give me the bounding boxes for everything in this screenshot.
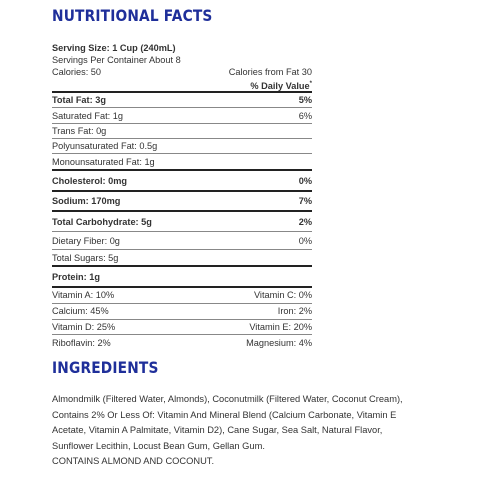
allergen-statement: CONTAINS ALMOND AND COCONUT.	[52, 456, 215, 466]
nutrient-row	[52, 249, 312, 265]
calories-from-fat: Calories from Fat 30	[228, 67, 312, 77]
nutrient-label: Trans Fat: 0g	[52, 126, 107, 136]
calories: Calories: 50	[52, 67, 102, 77]
ingredients-block	[52, 392, 420, 470]
nutrient-label: Sodium: 170mg	[52, 196, 121, 206]
daily-value-label: % Daily Value	[250, 81, 310, 92]
vitamin-right: Vitamin C: 0%	[253, 290, 312, 301]
nutrient-label: Cholesterol: 0mg	[52, 175, 128, 186]
nutrient-daily-value: 0%	[298, 235, 312, 246]
nutrient-row	[52, 107, 312, 123]
nutrient-label: Total Fat: 3g	[52, 95, 106, 105]
nutrient-label: Dietary Fiber: 0g	[52, 235, 120, 246]
nutrition-facts-panel	[52, 42, 312, 350]
nutrient-label: Protein: 1g	[52, 271, 100, 282]
calories-row	[52, 66, 312, 78]
vitamin-row	[52, 334, 312, 350]
serving-size: Serving Size: 1 Cup (240mL)	[52, 43, 176, 53]
nutrient-row	[52, 153, 312, 169]
nutrient-row	[52, 169, 312, 190]
vitamin-right: Iron: 2%	[277, 306, 312, 317]
nutrient-label: Saturated Fat: 1g	[52, 110, 123, 121]
daily-value-header	[52, 78, 312, 91]
nutrient-daily-value: 6%	[298, 110, 312, 121]
vitamin-left: Vitamin A: 10%	[52, 290, 115, 301]
nutrient-row	[52, 265, 312, 286]
vitamin-row	[52, 286, 312, 303]
nutrient-label: Polyunsaturated Fat: 0.5g	[52, 141, 158, 151]
vitamin-right: Magnesium: 4%	[246, 337, 312, 348]
nutrient-daily-value: 0%	[298, 175, 312, 186]
vitamin-list	[52, 286, 312, 350]
nutrient-row	[52, 231, 312, 249]
nutrient-row	[52, 123, 312, 138]
vitamin-left: Calcium: 45%	[52, 306, 109, 317]
nutrient-row	[52, 138, 312, 153]
nutrient-row	[52, 190, 312, 210]
servings-per-container: Servings Per Container About 8	[52, 55, 181, 65]
vitamin-row	[52, 319, 312, 335]
nutrient-daily-value: 2%	[298, 216, 312, 227]
nutrient-daily-value: 5%	[298, 95, 312, 105]
nutrient-row	[52, 91, 312, 107]
nutrition-facts-heading: NUTRITIONAL FACTS	[52, 6, 213, 25]
ingredients-heading: INGREDIENTS	[52, 358, 159, 377]
daily-value-marker: *	[309, 81, 312, 87]
vitamin-row	[52, 303, 312, 319]
nutrient-row	[52, 210, 312, 231]
vitamin-right: Vitamin E: 20%	[249, 321, 312, 332]
nutrient-daily-value: 7%	[298, 196, 312, 206]
nutrient-label: Monounsaturated Fat: 1g	[52, 156, 155, 167]
ingredients-text: Almondmilk (Filtered Water, Almonds), Coconutmilk (Filtered Water, Coconut Cream), Contains 2% Or Less Of: Vitamin And Mineral Blend (Calcium Carbonate, Vitamin E Acetate, Vitamin A Palmitate, Vitamin D2), Cane Sugar, Sea Salt, Natural Flavor, Sunflower Lecithin, Locust Bean Gum, Gellan Gum.	[52, 394, 403, 451]
vitamin-left: Vitamin D: 25%	[52, 321, 116, 332]
nutrient-label: Total Carbohydrate: 5g	[52, 216, 152, 227]
nutrient-label: Total Sugars: 5g	[52, 252, 119, 263]
vitamin-left: Riboflavin: 2%	[52, 337, 111, 348]
nutrient-list	[52, 91, 312, 286]
